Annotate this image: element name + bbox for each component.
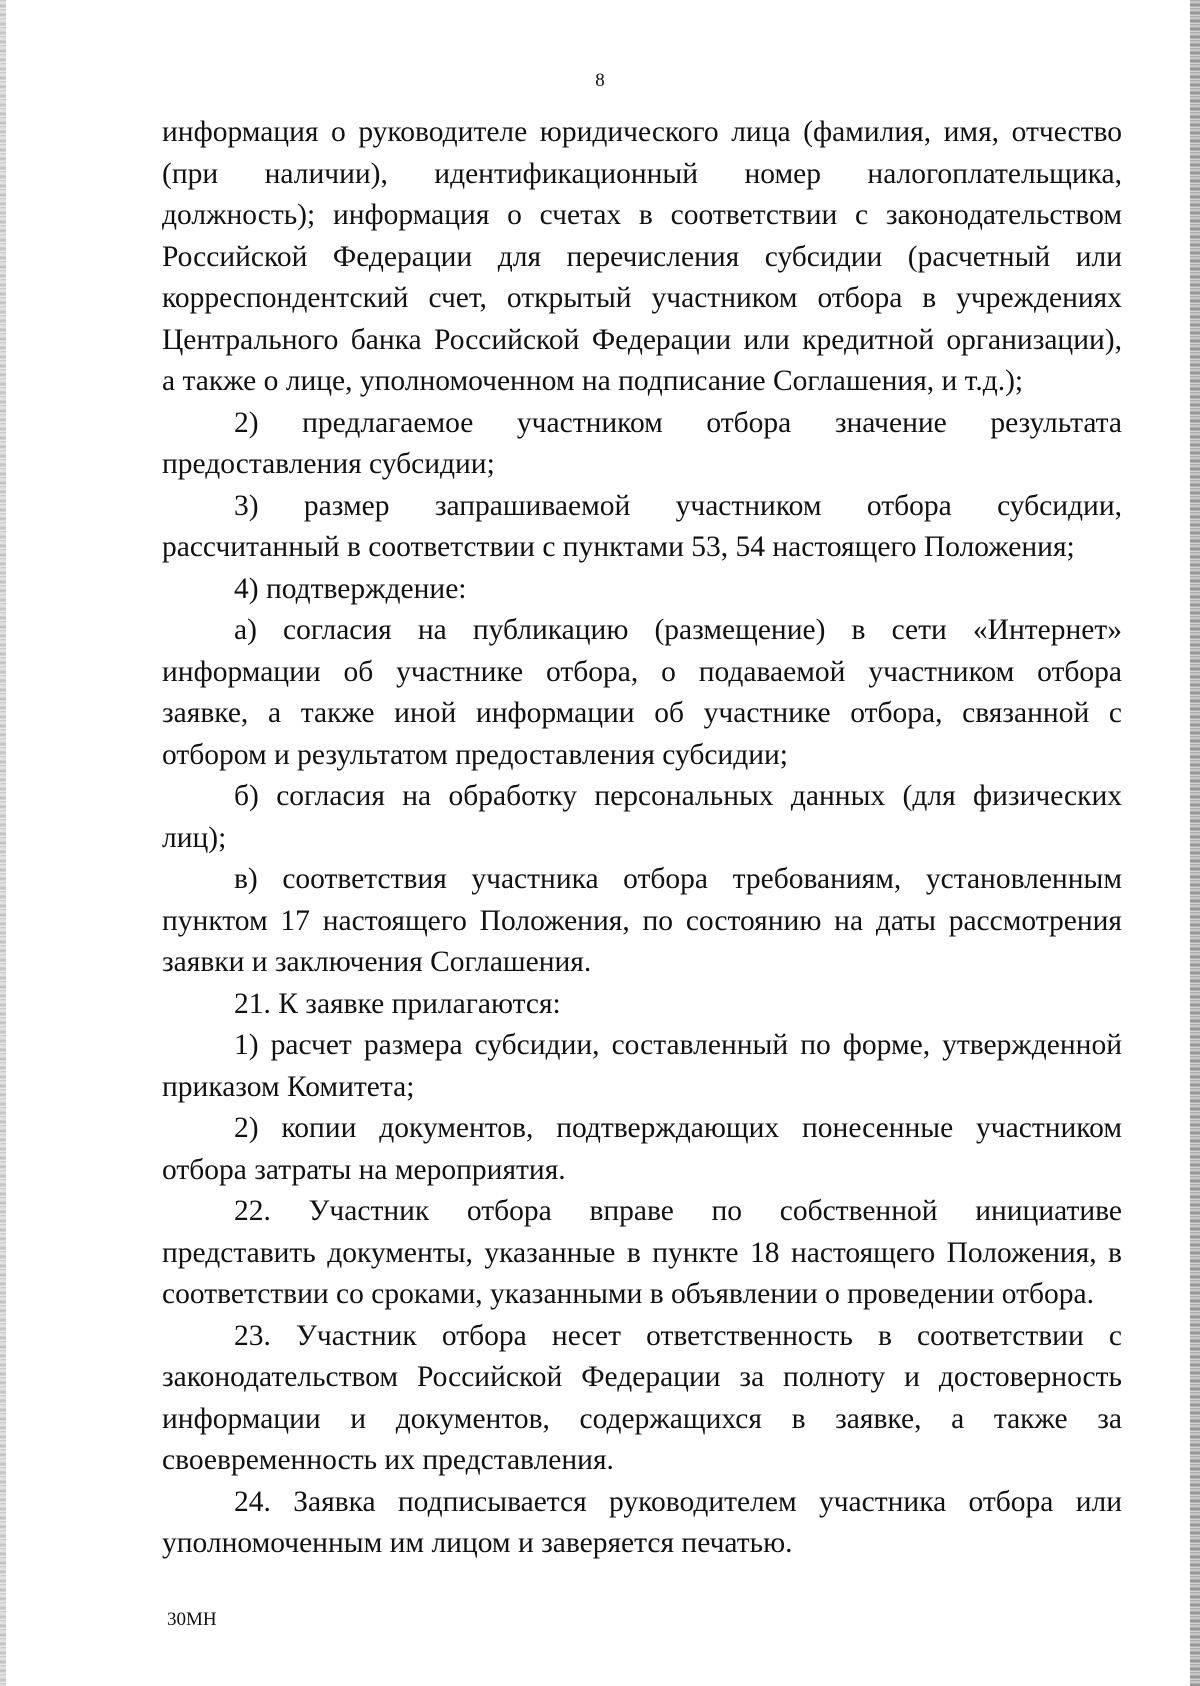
scan-edge-left	[0, 0, 6, 1686]
text-line: своевременность их представления.	[162, 1444, 614, 1476]
text-line: б) согласия на обработку персональных данных (для физических	[234, 780, 1122, 812]
text-line: заявки и заключения Соглашения.	[162, 946, 592, 978]
document-body	[162, 112, 1122, 1565]
text-line: рассчитанный в соответствии с пунктами 53, 54 настоящего Положения;	[162, 531, 1075, 563]
footer-code: 30МН	[167, 1609, 217, 1630]
text-line: 3) размер запрашиваемой участником отбора субсидии,	[234, 489, 1122, 522]
text-line: лиц);	[162, 821, 227, 854]
text-line: в) соответствия участника отбора требованиям, установленным	[234, 863, 1122, 895]
text-line: 2) копии документов, подтверждающих понесенные участником	[234, 1112, 1122, 1144]
text-line: отбором и результатом предоставления субсидии;	[162, 738, 788, 771]
text-line: информации и документов, содержащихся в заявке, а также за	[162, 1402, 1122, 1435]
text-line: а также о лице, уполномоченном на подписание Соглашения, и т.д.);	[162, 365, 1024, 397]
text-line: информация о руководителе юридического лица (фамилия, имя, отчество	[162, 116, 1122, 148]
text-line: законодательством Российской Федерации за полноту и достоверность	[162, 1361, 1122, 1393]
text-line: 23. Участник отбора несет ответственность в соответствии с	[234, 1319, 1122, 1352]
text-line: представить документы, указанные в пункте 18 настоящего Положения, в	[162, 1236, 1122, 1269]
text-line: должность); информация о счетах в соответствии с законодательством	[162, 199, 1122, 231]
text-line: 21. К заявке прилагаются:	[234, 987, 561, 1020]
scan-edge-right	[1190, 0, 1200, 1686]
text-line: Российской Федерации для перечисления субсидии (расчетный или	[162, 240, 1122, 273]
text-line: (при наличии), идентификационный номер налогоплательщика,	[162, 157, 1122, 190]
text-line: заявке, а также иной информации об участнике отбора, связанной с	[162, 697, 1122, 729]
text-line: предоставления субсидии;	[162, 448, 495, 480]
text-line: корреспондентский счет, открытый участником отбора в учреждениях	[162, 282, 1122, 314]
text-line: 4) подтверждение:	[234, 572, 467, 605]
text-line: Центрального банка Российской Федерации или кредитной организации),	[162, 323, 1122, 356]
text-line: 2) предлагаемое участником отбора значение результата	[234, 406, 1122, 439]
text-line: информации об участнике отбора, о подаваемой участником отбора	[162, 655, 1122, 688]
text-line: а) согласия на публикацию (размещение) в сети «Интернет»	[234, 614, 1122, 646]
text-line: 1) расчет размера субсидии, составленный по форме, утвержденной	[234, 1029, 1122, 1061]
text-line: отбора затраты на мероприятия.	[162, 1153, 566, 1186]
text-line: уполномоченным им лицом и заверяется печатью.	[162, 1527, 793, 1559]
page-number: 8	[595, 70, 605, 91]
text-line: соответствии со сроками, указанными в объявлении о проведении отбора.	[162, 1278, 1094, 1310]
text-line: 22. Участник отбора вправе по собственной инициативе	[234, 1195, 1122, 1227]
text-line: пунктом 17 настоящего Положения, по состоянию на даты рассмотрения	[162, 904, 1122, 937]
text-line: приказом Комитета;	[162, 1070, 415, 1103]
text-line: 24. Заявка подписывается руководителем участника отбора или	[234, 1485, 1122, 1518]
